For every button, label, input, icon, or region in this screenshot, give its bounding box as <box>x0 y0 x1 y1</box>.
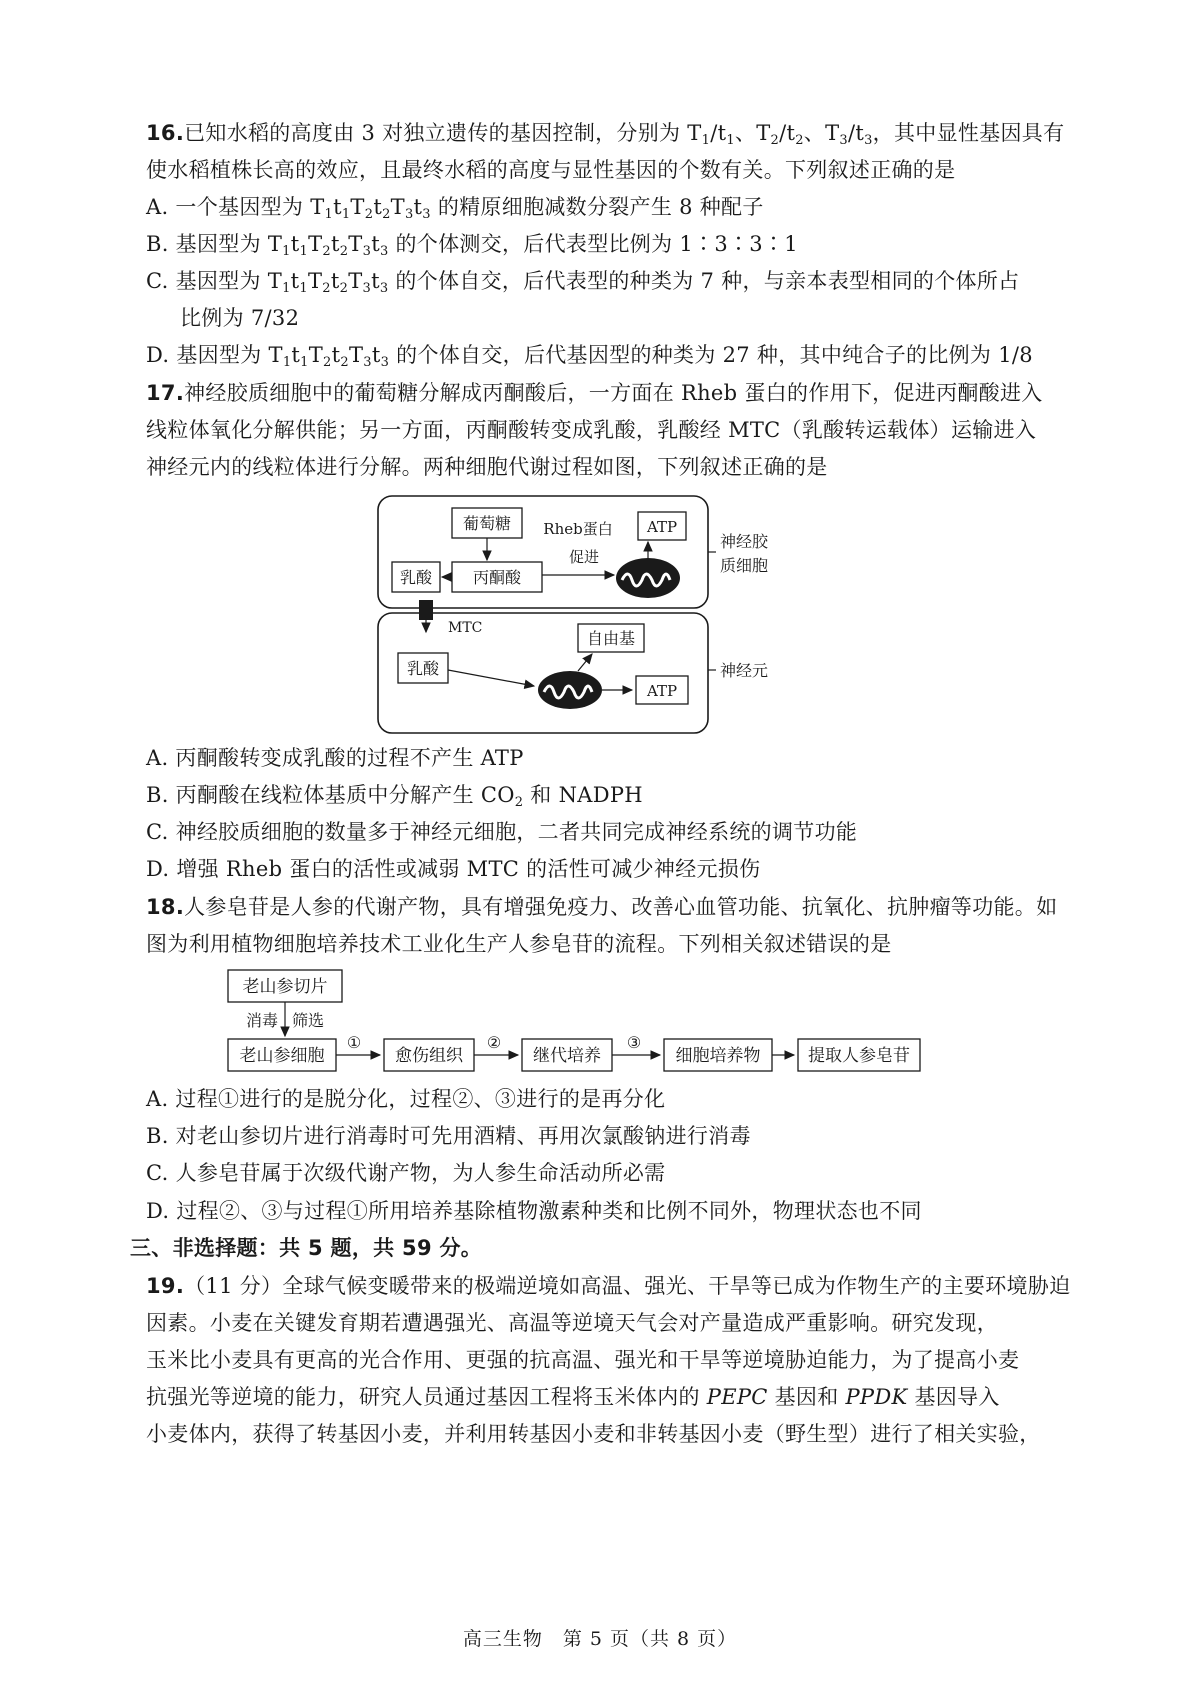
q17-line-1: 17.神经胶质细胞中的葡萄糖分解成丙酮酸后，一方面在 Rheb 蛋白的作用下，促进丙酮酸进入 <box>146 381 1043 405</box>
flow-subculture: 继代培养 <box>533 1046 601 1066</box>
ginsenoside-flow-diagram <box>222 966 942 1078</box>
q17-option-d: D. 增强 Rheb 蛋白的活性或减弱 MTC 的活性可减少神经元损伤 <box>146 857 761 881</box>
genotype: $T_1t_1T_2t_2T_3t_3$ <box>267 232 389 259</box>
mtc-label: MTC <box>448 620 483 636</box>
q16-line-1: 16.已知水稻的高度由 3 对独立遗传的基因控制，分别为 $T_1/t_1$、$T_2/t_2$、$T_3/t_3$，其中显性基因具有 <box>146 121 1065 148</box>
q16-line-2: 使水稻植株长高的效应，且最终水稻的高度与显性基因的个数有关。下列叙述正确的是 <box>146 158 956 182</box>
q16-option-b: B. 基因型为 $T_1t_1T_2t_2T_3t_3$ 的个体测交，后代表型比例为 1∶3∶3∶1 <box>146 232 798 259</box>
mitochondrion-icon <box>616 558 680 598</box>
free-radical-label: 自由基 <box>586 629 636 648</box>
q17-line-3: 神经元内的线粒体进行分解。两种细胞代谢过程如图，下列叙述正确的是 <box>146 455 828 479</box>
q16-option-a: A. 一个基因型为 $T_1t_1T_2t_2T_3t_3$ 的精原细胞减数分裂产生 8 种配子 <box>146 195 764 222</box>
flow-culture: 细胞培养物 <box>675 1046 761 1066</box>
q18-line-1: 18.人参皂苷是人参的代谢产物，具有增强免疫力、改善心血管功能、抗氧化、抗肿瘤等功能。如 <box>146 895 1058 919</box>
flow-cells: 老山参细胞 <box>239 1046 325 1066</box>
q17-option-a: A. 丙酮酸转变成乳酸的过程不产生 ATP <box>146 746 524 770</box>
flow-extract: 提取人参皂苷 <box>808 1046 910 1066</box>
q18-line-2: 图为利用植物细胞培养技术工业化生产人参皂苷的流程。下列相关叙述错误的是 <box>146 932 892 956</box>
q17-line-2: 线粒体氧化分解供能；另一方面，丙酮酸转变成乳酸，乳酸经 MTC（乳酸转运载体）运输进入 <box>146 418 1037 442</box>
q16-number: 16. <box>146 121 185 145</box>
flow-slice: 老山参切片 <box>242 977 328 997</box>
flow-step-2: ② <box>486 1033 502 1052</box>
flow-callus: 愈伤组织 <box>395 1046 463 1066</box>
flow-disinfect: 消毒 <box>245 1011 278 1030</box>
page-footer: 高三生物 第 5 页（共 8 页） <box>462 1628 738 1650</box>
q17-option-b: B. 丙酮酸在线粒体基质中分解产生 $CO_2$ 和 NADPH <box>146 783 643 810</box>
q18-option-b: B. 对老山参切片进行消毒时可先用酒精、再用次氯酸钠进行消毒 <box>146 1124 751 1148</box>
q19-line-3: 玉米比小麦具有更高的光合作用、更强的抗高温、强光和干旱等逆境胁迫能力，为了提高小麦 <box>146 1348 1020 1372</box>
lactate-label-2: 乳酸 <box>406 659 440 678</box>
q19-line-2: 因素。小麦在关键发育期若遭遇强光、高温等逆境天气会对产量造成严重影响。研究发现， <box>146 1311 998 1335</box>
lactate-label-1: 乳酸 <box>399 568 433 587</box>
glucose-label: 葡萄糖 <box>462 514 512 533</box>
q16-option-c: C. 基因型为 $T_1t_1T_2t_2T_3t_3$ 的个体自交，后代表型的种类为 7 种，与亲本表型相同的个体所占 <box>146 269 1020 296</box>
q18-option-a: A. 过程①进行的是脱分化，过程②、③进行的是再分化 <box>146 1087 666 1111</box>
pyruvate-label: 丙酮酸 <box>472 568 522 587</box>
genotype: $T_1t_1T_2t_2T_3t_3$ <box>310 195 431 222</box>
mtc-transporter-icon <box>419 600 433 620</box>
genotype: $T_1t_1T_2t_2T_3t_3$ <box>267 269 389 296</box>
q18-option-d: D. 过程②、③与过程①所用培养基除植物激素种类和比例不同外，物理状态也不同 <box>146 1199 922 1223</box>
q16-option-c-cont: 比例为 7/32 <box>180 306 300 330</box>
flow-step-3: ③ <box>626 1033 642 1052</box>
glial-cell-label-2: 质细胞 <box>720 556 769 575</box>
genotype: $T_1t_1T_2t_2T_3t_3$ <box>268 343 390 370</box>
metabolism-diagram <box>370 490 830 740</box>
q19-line-1: 19.（11 分）全球气候变暖带来的极端逆境如高温、强光、干旱等已成为作物生产的主要环境胁迫 <box>146 1274 1071 1298</box>
gene-ppdk: PPDK <box>845 1385 908 1409</box>
glial-cell-label-1: 神经胶 <box>720 532 769 551</box>
promote-label: 促进 <box>568 548 600 566</box>
mitochondrion-icon <box>538 671 602 709</box>
q17-option-c: C. 神经胶质细胞的数量多于神经元细胞，二者共同完成神经系统的调节功能 <box>146 820 858 844</box>
q16-option-d: D. 基因型为 $T_1t_1T_2t_2T_3t_3$ 的个体自交，后代基因型的种类为 27 种，其中纯合子的比例为 1/8 <box>146 343 1033 370</box>
neuron-label: 神经元 <box>720 661 769 680</box>
q19-line-4: 抗强光等逆境的能力，研究人员通过基因工程将玉米体内的 PEPC 基因和 PPDK 基因导入 <box>146 1385 1000 1409</box>
section-heading: 三、非选择题：共 5 题，共 59 分。 <box>130 1236 483 1260</box>
gene-pepc: PEPC <box>706 1385 768 1409</box>
flow-step-1: ① <box>346 1033 362 1052</box>
flow-screen: 筛选 <box>292 1011 325 1030</box>
atp-label-2: ATP <box>646 682 678 700</box>
q19-line-5: 小麦体内，获得了转基因小麦，并利用转基因小麦和非转基因小麦（野生型）进行了相关实验， <box>146 1422 1041 1446</box>
q18-option-c: C. 人参皂苷属于次级代谢产物，为人参生命活动所必需 <box>146 1161 666 1185</box>
rheb-label: Rheb蛋白 <box>543 520 613 538</box>
atp-label-1: ATP <box>646 518 678 536</box>
